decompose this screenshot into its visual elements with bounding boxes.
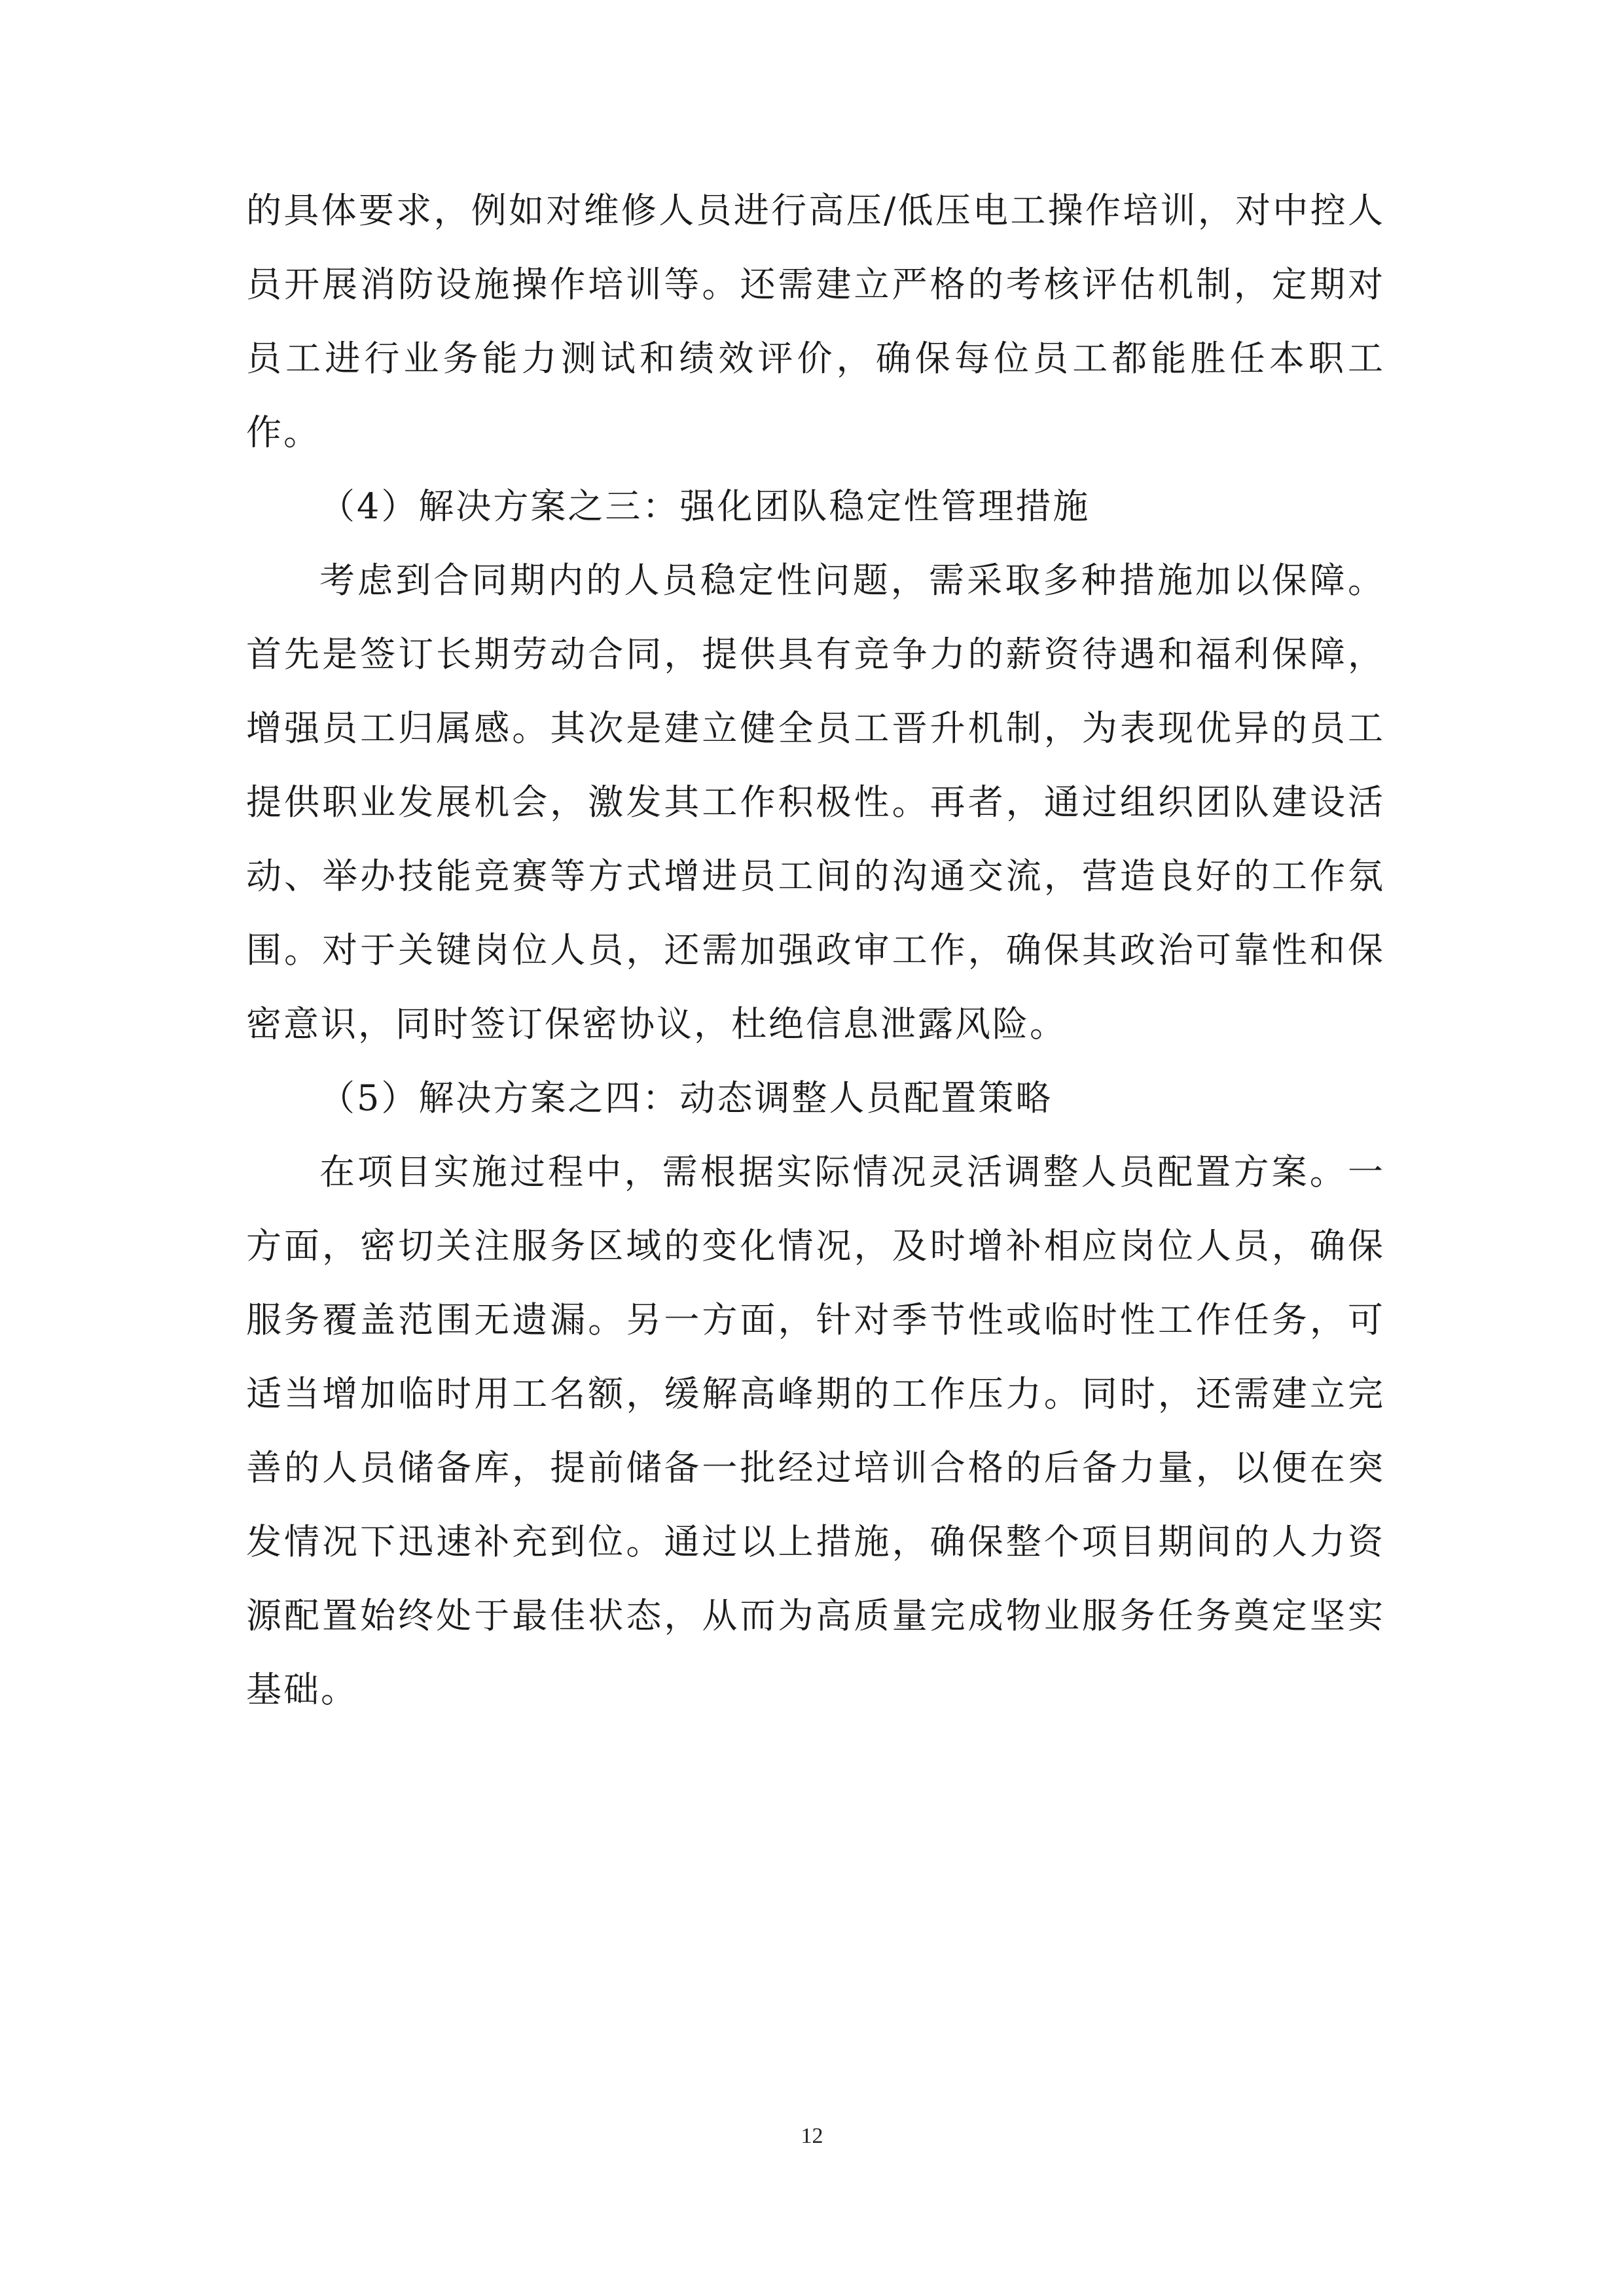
paragraph-team-stability: 考虑到合同期内的人员稳定性问题，需采取多种措施加以保障。首先是签订长期劳动合同，提供具有竞争力的薪资待遇和福利保障，增强员工归属感。其次是建立健全员工晋升机制，为表现优异的员工提供职业发展机会，激发其工作积极性。再者，通过组织团队建设活动、举办技能竞赛等方式增进员工间的沟通交流，营造良好的工作氛围。对于关键岗位人员，还需加强政审工作，确保其政治可靠性和保密意识，同时签订保密协议，杜绝信息泄露风险。 [246,560,1385,1045]
page-body [246,173,1385,1727]
paragraph-continued: 的具体要求，例如对维修人员进行高压/低压电工操作培训，对中控人员开展消防设施操作培训等。还需建立严格的考核评估机制，定期对员工进行业务能力测试和绩效评价，确保每位员工都能胜任本职工作。 [246,190,1385,453]
section-heading-4: （4）解决方案之三：强化团队稳定性管理措施 [319,486,1091,527]
section-heading-5: （5）解决方案之四：动态调整人员配置策略 [319,1077,1053,1119]
paragraph-dynamic-staffing: 在项目实施过程中，需根据实际情况灵活调整人员配置方案。一方面，密切关注服务区域的变化情况，及时增补相应岗位人员，确保服务覆盖范围无遗漏。另一方面，针对季节性或临时性工作任务，可适当增加临时用工名额，缓解高峰期的工作压力。同时，还需建立完善的人员储备库，提前储备一批经过培训合格的后备力量，以便在突发情况下迅速补充到位。通过以上措施，确保整个项目期间的人力资源配置始终处于最佳状态，从而为高质量完成物业服务任务奠定坚实基础。 [246,1151,1385,1710]
page-number: 12 [801,2124,823,2148]
